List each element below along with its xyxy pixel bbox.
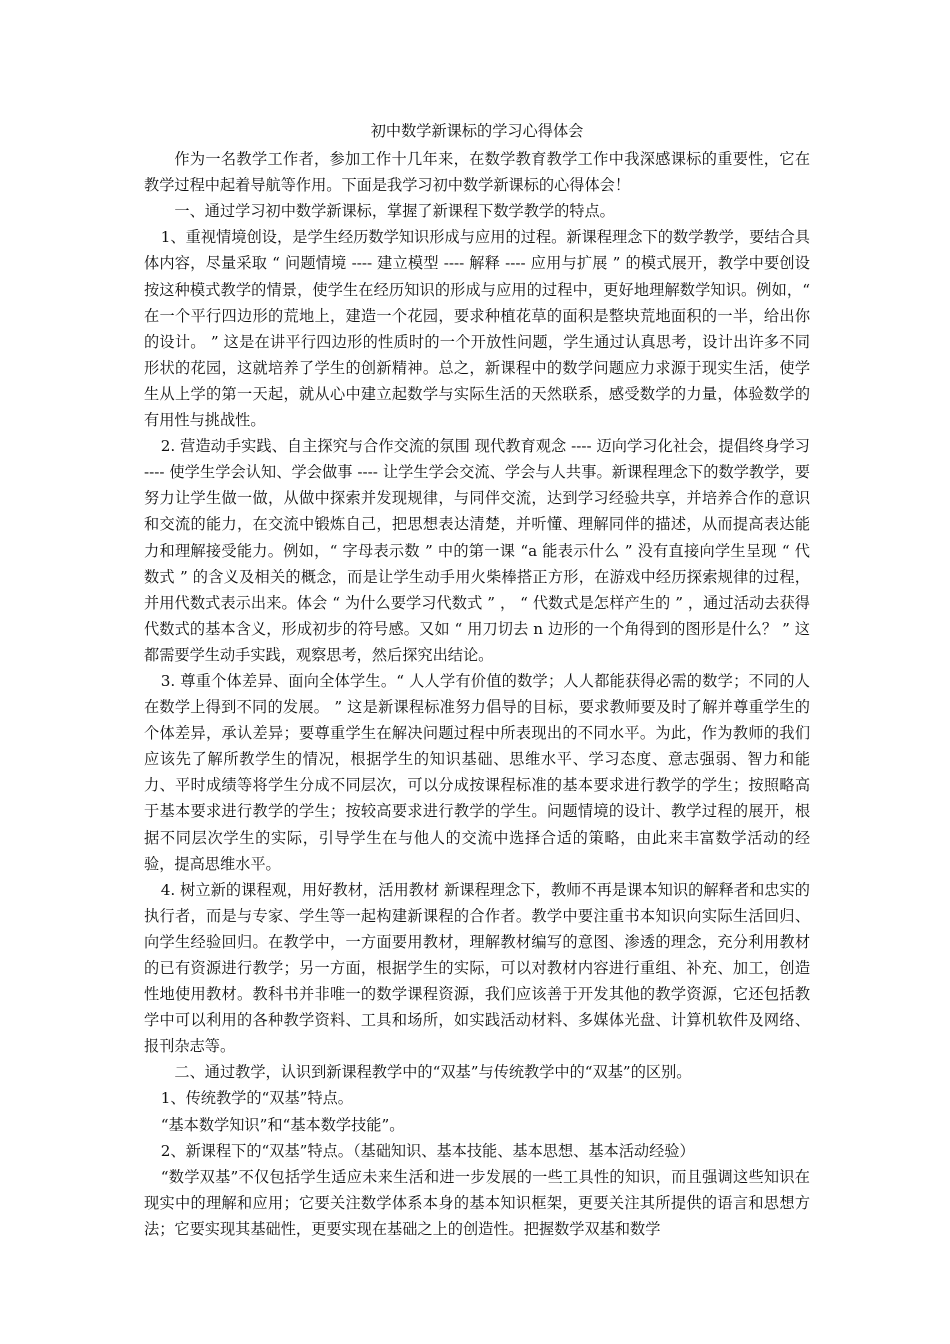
- document-page: [144, 118, 810, 1242]
- intro-paragraph: 作为一名教学工作者，参加工作十几年来，在数学教育教学工作中我深感课标的重要性，它在教学过程中起着导航等作用。下面是我学习初中数学新课标的心得体会！: [144, 150, 810, 195]
- paragraph-point-2: 2. 营造动手实践、自主探究与合作交流的氛围 现代教育观念 ---- 迈向学习化社会，提倡终身学习 ---- 使学生学会认知、学会做事 ---- 让学生学会交流、学会与人共事。新课程理念下的数学教学，要努力让学生做一做，从做中探索并发现规律，与同伴交流，达到学习经验共享，并培养合作的意识和交流的能力，在交流中锻炼自己，把思想表达清楚，并听懂、理解同伴的描述，从而提高表达能力和理解接受能力。例如，“ 字母表示数 ” 中的第一课 “a 能表示什么 ” 没有直接向学生呈现 “ 代数式 ” 的含义及相关的概念，而是让学生动手用火柴棒搭正方形，在游戏中经历探索规律的过程，并用代数式表示出来。体会 “ 为什么要学习代数式 ” ， “ 代数式是怎样产生的 ” ，通过活动去获得代数式的基本含义，形成初步的符号感。又如 “ 用刀切去 n 边形的一个角得到的图形是什么？ ” 这都需要学生动手实践，观察思考，然后探究出结论。: [144, 437, 810, 664]
- subheading-new-curriculum: 2、新课程下的“双基”特点。（基础知识、基本技能、基本思想、基本活动经验）: [160, 1141, 695, 1160]
- paragraph-point-1: 1、重视情境创设，是学生经历数学知识形成与应用的过程。新课程理念下的数学教学，要结合具体内容，尽量采取 “ 问题情境 ---- 建立模型 ---- 解释 ---- 应用与扩展 ” 的模式展开，教学中要创设按这种模式教学的情景，使学生在经历知识的形成与应用的过程中，更好地理解数学知识。例如，“ 在一个平行四边形的荒地上，建造一个花园，要求种植花草的面积是整块荒地面积的一半，给出你的设计。 ” 这是在讲平行四边形的性质时的一个开放性问题，学生通过认真思考，设计出许多不同形状的花园，这就培养了学生的创新精神。总之，新课程中的数学问题应力求源于现实生活，使学生从上学的第一天起，就从心中建立起数学与实际生活的天然联系，感受数学的力量，体验数学的有用性与挑战性。: [144, 228, 810, 430]
- section-one-heading: 一、通过学习初中数学新课标，掌握了新课程下数学教学的特点。: [174, 202, 615, 221]
- paragraph-point-4: 4. 树立新的课程观，用好教材，活用教材 新课程理念下，教师不再是课本知识的解释者和忠实的执行者，而是与专家、学生等一起构建新课程的合作者。教学中要注重书本知识向实际生活回归、向学生经验回归。在教学中，一方面要用教材，理解教材编写的意图、渗透的理念，充分利用教材的已有资源进行教学；另一方面，根据学生的实际，可以对教材内容进行重组、补充、加工，创造性地使用教材。教科书并非唯一的数学课程资源，我们应该善于开发其他的教学资源，它还包括教学中可以利用的各种教学资料、工具和场所，如实践活动材料、多媒体光盘、计算机软件及网络、报刊杂志等。: [144, 880, 810, 1056]
- subheading-traditional: 1、传统教学的“双基”特点。: [160, 1089, 353, 1108]
- paragraph-point-3: 3. 尊重个体差异、面向全体学生。“ 人人学有价值的数学；人人都能获得必需的数学；不同的人在数学上得到不同的发展。 ” 这是新课程标准努力倡导的目标，要求教师要及时了解并尊重学生的个体差异，承认差异；要尊重学生在解决问题过程中所表现出的不同水平。为此，作为教师的我们应该先了解所教学生的情况，根据学生的知识基础、思维水平、学习态度、意志强弱、智力和能力、平时成绩等将学生分成不同层次，可以分成按课程标准的基本要求进行教学的学生；按照略高于基本要求进行教学的学生；按较高要求进行教学的学生。问题情境的设计、教学过程的展开，根据不同层次学生的实际，引导学生在与他人的交流中选择合适的策略，由此来丰富数学活动的经验，提高思维水平。: [144, 671, 810, 873]
- section-two-heading: 二、通过教学，认识到新课程教学中的“双基”与传统教学中的“双基”的区别。: [174, 1063, 692, 1082]
- paragraph-math-double-basics: “数学双基”不仅包括学生适应未来生活和进一步发展的一些工具性的知识，而且强调这些知识在现实中的理解和应用；它要关注数学体系本身的基本知识框架，更要关注其所提供的语言和思想方法；它要实现其基础性，更要实现在基础之上的创造性。把握数学双基和数学: [144, 1167, 810, 1238]
- traditional-definition: “基本数学知识”和“基本数学技能”。: [160, 1115, 405, 1134]
- document-title: 初中数学新课标的学习心得体会: [370, 122, 584, 140]
